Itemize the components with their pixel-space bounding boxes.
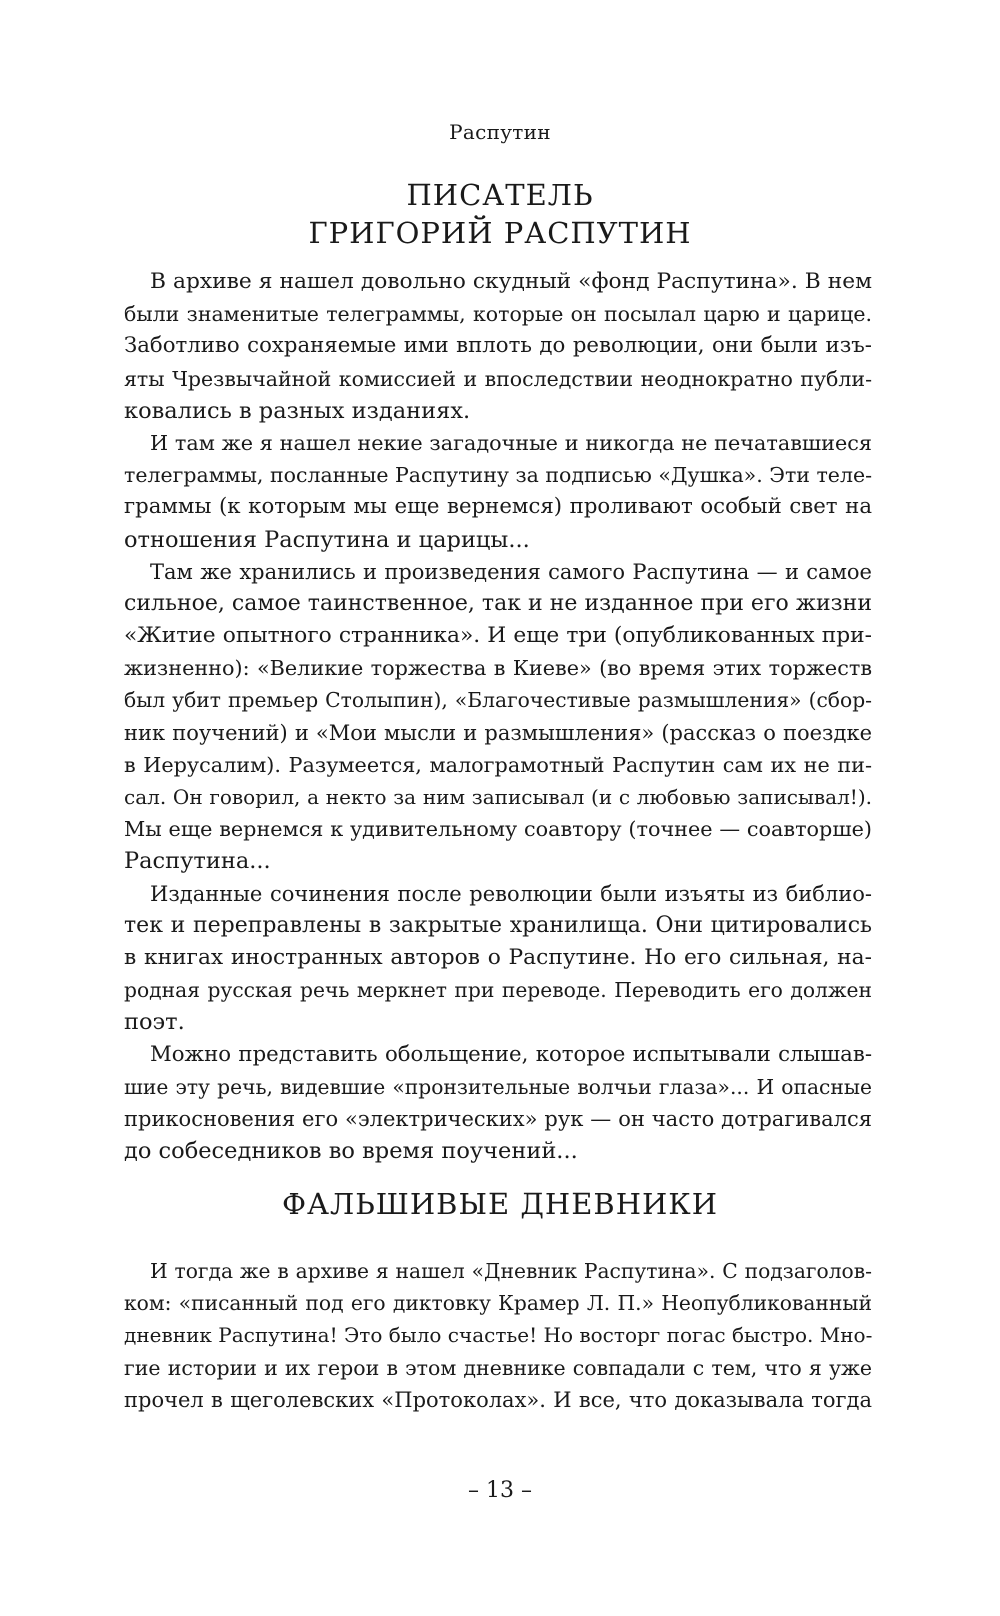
text-line: телеграммы, посланные Распутину за подписью «Душка». Эти теле-: [124, 463, 873, 488]
text-line: яты Чрезвычайной комиссией и впоследствии неоднократно публи-: [124, 366, 872, 391]
text-line: «Житие опытного странника». И еще три (опубликованных при-: [124, 623, 872, 649]
text-line: родная русская речь меркнет при переводе. Переводить его должен: [124, 978, 872, 1003]
chapter-body-text: [124, 266, 872, 1167]
text-line: сал. Он говорил, а некто за ним записывал (и с любовью записывал!).: [124, 785, 872, 809]
text-line: Заботливо сохраняемые ими вплоть до революции, они были изъ-: [124, 333, 872, 359]
section-title: ФАЛЬШИВЫЕ ДНЕВНИКИ: [281, 1187, 719, 1221]
text-line: граммы (к которым мы еще вернемся) проливают особый свет на: [124, 494, 872, 520]
chapter-title-line-1: ПИСАТЕЛЬ: [406, 178, 594, 212]
chapter-title-line-2: ГРИГОРИЙ РАСПУТИН: [308, 216, 692, 250]
chapter-title: [0, 176, 1000, 252]
text-line: ковались в разных изданиях.: [124, 397, 471, 424]
text-line: отношения Распутина и царицы...: [124, 526, 530, 553]
text-line: прикосновения его «электрических» рук — он часто дотрагивался: [124, 1106, 872, 1131]
text-line: был убит премьер Столыпин), «Благочестивые размышления» (сбор-: [124, 688, 872, 713]
text-line: были знаменитые телеграммы, которые он посылал царю и царице.: [124, 302, 872, 327]
text-line: в Иерусалим). Разумеется, малограмотный Распутин сам их не пи-: [124, 752, 872, 777]
text-line: жизненно): «Великие торжества в Киеве» (во время этих торжеств: [124, 656, 872, 681]
text-line: Мы еще вернемся к удивительному соавтору (точнее — соавторше): [124, 817, 872, 842]
page-number: – 13 –: [468, 1478, 532, 1503]
text-line: В архиве я нашел довольно скудный «фонд Распутина». В нем: [150, 269, 872, 294]
text-line: в книгах иностранных авторов о Распутине. Но его сильная, на-: [124, 944, 872, 970]
text-line: сильное, самое таинственное, так и не изданное при его жизни: [124, 590, 872, 616]
text-line: И тогда же в архиве я нашел «Дневник Распутина». С подзаголов-: [150, 1259, 872, 1283]
text-line: шие эту речь, видевшие «пронзительные волчьи глаза»... И опасные: [124, 1074, 872, 1099]
text-line: Распутина...: [124, 848, 271, 875]
text-line: гие истории и их герои в этом дневнике совпадали с тем, что я уже: [124, 1355, 872, 1380]
text-line: дневник Распутина! Это было счастье! Но восторг погас быстро. Мно-: [124, 1323, 873, 1348]
text-line: ник поучений) и «Мои мысли и размышления» (рассказ о поездке: [124, 720, 872, 745]
text-line: И там же я нашел некие загадочные и никогда не печатавшиеся: [150, 430, 872, 455]
text-line: ком: «писанный под его диктовку Крамер Л. П.» Неопубликованный: [124, 1291, 872, 1316]
text-line: Изданные сочинения после революции были изъяты из библио-: [150, 881, 872, 906]
section-body-text: [124, 1255, 872, 1416]
running-head: Распутин: [449, 120, 551, 144]
text-line: прочел в щеголевских «Протоколах». И все, что доказывала тогда: [124, 1387, 872, 1412]
text-line: Там же хранились и произведения самого Распутина — и самое: [150, 559, 872, 584]
text-line: Можно представить обольщение, которое испытывали слышав-: [150, 1041, 872, 1067]
text-line: до собеседников во время поучений...: [124, 1138, 578, 1165]
text-line: поэт.: [124, 1009, 185, 1036]
text-line: тек и переправлены в закрытые хранилища. Они цитировались: [124, 912, 872, 938]
